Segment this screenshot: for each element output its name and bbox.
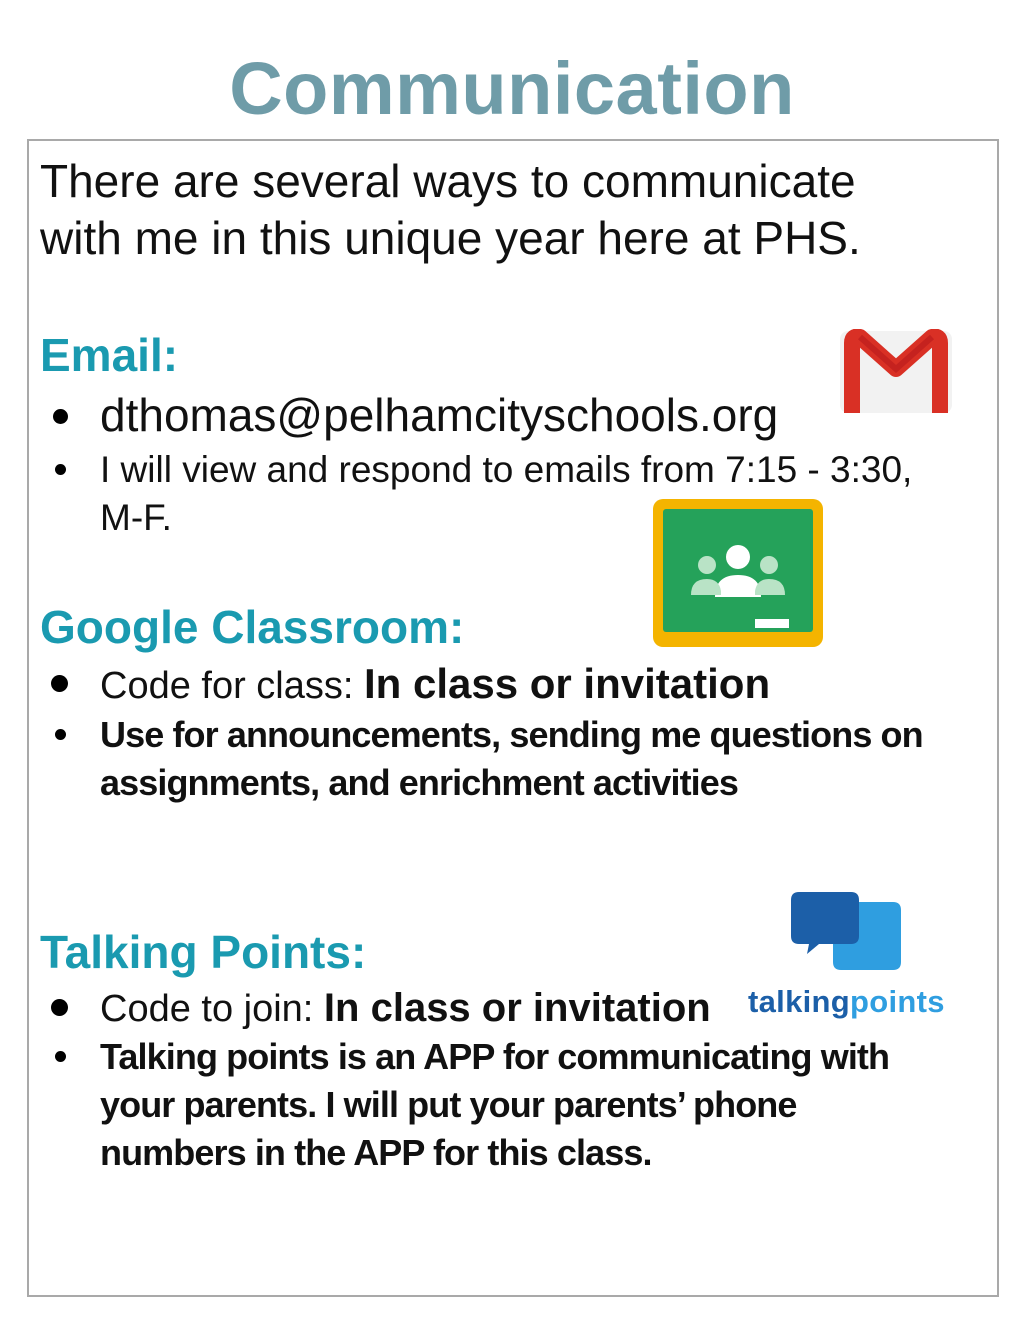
talking-points-heading: Talking Points: [40,926,367,978]
bullet [51,999,68,1016]
talking-points-desc-line-1: Talking points is an APP for communicating with [100,1036,890,1077]
classroom-code-row [100,660,770,710]
bullet [55,464,66,475]
email-hours-line-2: M-F. [100,497,172,538]
intro-line-1: There are several ways to communicate [40,155,856,207]
bullet [55,1051,66,1062]
talking-points-code-row [100,984,711,1033]
page-title: Communication [229,47,795,130]
google-classroom-icon [653,499,823,647]
logo-text-light: points [850,984,945,1019]
classroom-code-label: Code for class: [100,665,364,707]
talking-points-desc-line-2: your parents. I will put your parents’ phone [100,1084,797,1125]
gmail-icon [838,329,954,415]
bullet [51,675,68,692]
email-heading: Email: [40,329,179,381]
intro-line-2: with me in this unique year here at PHS. [40,212,861,264]
talking-points-icon [791,890,905,976]
email-hours-line-1: I will view and respond to emails from 7:15 - 3:30, [100,449,913,490]
bullet [55,729,66,740]
talking-points-code-value: In class or invitation [323,986,711,1030]
talking-points-code-label: Code to join: [100,988,324,1030]
email-address[interactable]: dthomas@pelhamcityschools.org [100,389,779,441]
classroom-use-line-2: assignments, and enrichment activities [100,762,739,803]
classroom-use-line-1: Use for announcements, sending me questions on [100,714,923,755]
talking-points-desc-line-3: numbers in the APP for this class. [100,1132,652,1173]
talking-points-logo-text [748,984,945,1020]
classroom-heading: Google Classroom: [40,601,465,653]
classroom-code-value: In class or invitation [364,660,771,707]
logo-text-dark: talking [748,984,851,1019]
bullet [53,409,68,424]
